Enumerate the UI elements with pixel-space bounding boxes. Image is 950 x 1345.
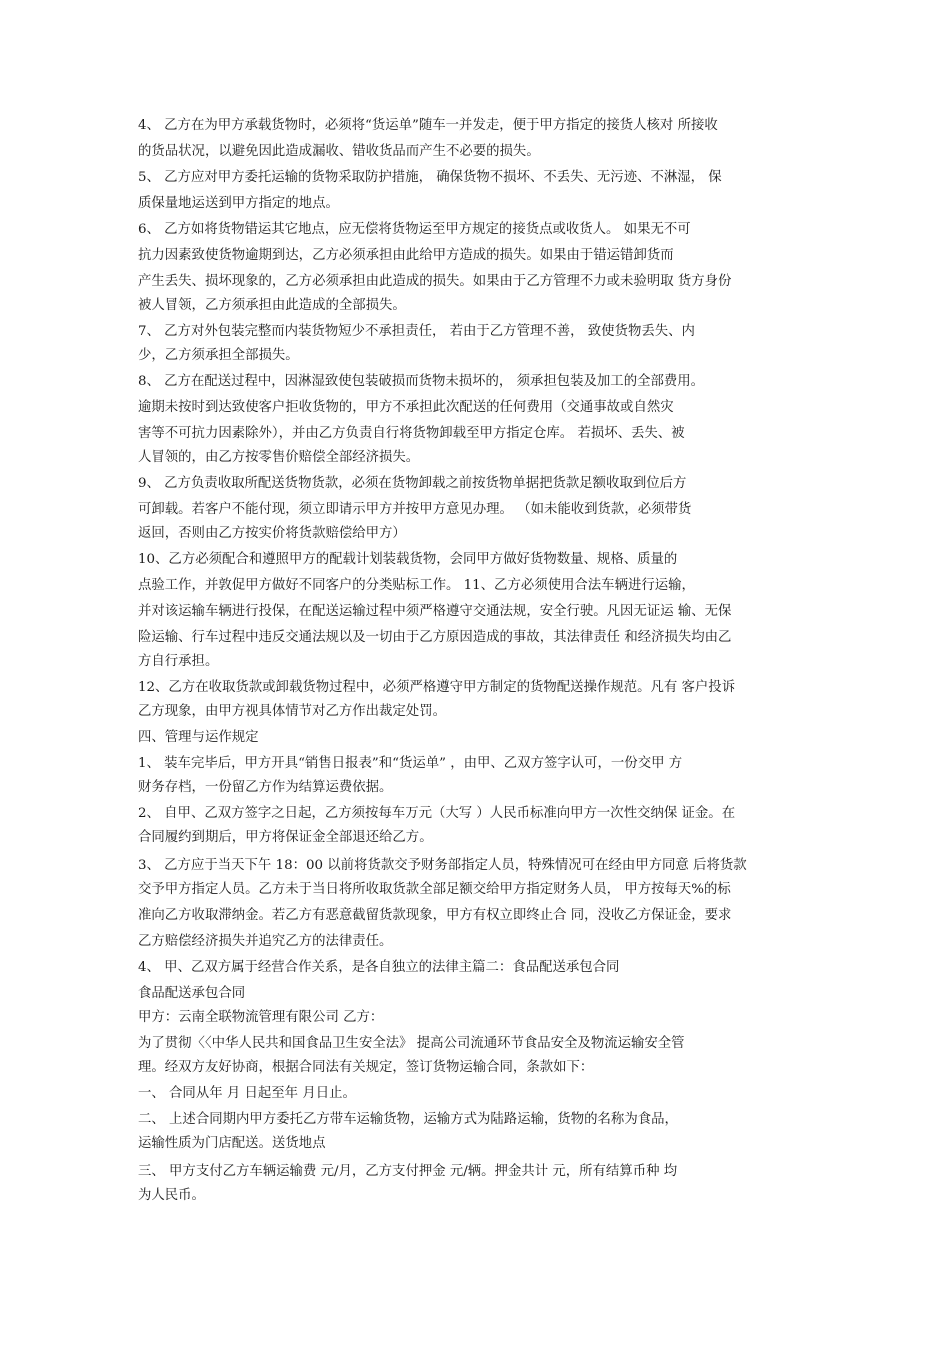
text-line: 7、 乙方对外包装完整而内装货物短少不承担责任， 若由于乙方管理不善， 致使货物丢失、内	[138, 324, 695, 339]
text-line: 一、 合同从年 月 日起至年 月日止。	[138, 1086, 356, 1101]
text-line: 运输性质为门店配送。送货地点	[138, 1136, 326, 1151]
text-line: 6、 乙方如将货物错运其它地点，应无偿将货物运至甲方规定的接货点或收货人。 如果无不可	[138, 222, 691, 237]
text-line: 理。经双方友好协商，根据合同法有关规定，签订货物运输合同，条款如下：	[138, 1060, 594, 1075]
section-heading: 四、管理与运作规定	[138, 730, 259, 745]
text-line: 3、 乙方应于当天下午 18：00 以前将货款交予财务部指定人员，特殊情况可在经由甲方同意 后将货款	[138, 858, 747, 873]
text-line: 4、 乙方在为甲方承载货物时，必须将“货运单”随车一并发走，便于甲方指定的接货人核对 所接收	[138, 118, 718, 133]
text-line: 乙方赔偿经济损失并追究乙方的法律责任。	[138, 934, 393, 949]
text-line: 2、 自甲、乙双方签字之日起，乙方须按每车万元（大写 ）人民币标准向甲方一次性交纳保 证金。在	[138, 806, 736, 821]
text-line: 12、乙方在收取货款或卸载货物过程中，必须严格遵守甲方制定的货物配送操作规范。凡有 客户投诉	[138, 680, 736, 695]
text-line: 的货品状况，以避免因此造成漏收、错收货品而产生不必要的损失。	[138, 144, 540, 159]
document-title: 食品配送承包合同	[138, 986, 246, 1001]
text-line: 返回，否则由乙方按实价将货款赔偿给甲方）	[138, 526, 406, 541]
text-line: 10、乙方必须配合和遵照甲方的配载计划装载货物，会同甲方做好货物数量、规格、质量的	[138, 552, 678, 567]
text-line: 害等不可抗力因素除外），并由乙方负责自行将货物卸载至甲方指定仓库。 若损坏、丢失、被	[138, 426, 685, 441]
text-line: 为人民币。	[138, 1188, 205, 1203]
text-line: 8、 乙方在配送过程中，因淋湿致使包装破损而货物未损坏的， 须承担包装及加工的全部费用。	[138, 374, 705, 389]
text-line: 为了贯彻〈〈中华人民共和国食品卫生安全法》 提高公司流通环节食品安全及物流运输安全管	[138, 1036, 685, 1051]
text-line: 方自行承担。	[138, 654, 219, 669]
text-line: 点验工作，并敦促甲方做好不同客户的分类贴标工作。 11、乙方必须使用合法车辆进行运输，	[138, 578, 695, 593]
text-line: 人冒领的，由乙方按零售价赔偿全部经济损失。	[138, 450, 420, 465]
text-line: 5、 乙方应对甲方委托运输的货物采取防护措施， 确保货物不损坏、不丢失、无污迹、不淋湿， 保	[138, 170, 722, 185]
text-line: 逾期未按时到达致使客户拒收货物的，甲方不承担此次配送的任何费用（交通事故或自然灾	[138, 400, 674, 415]
text-line: 被人冒领，乙方须承担由此造成的全部损失。	[138, 298, 406, 313]
text-line: 财务存档，一份留乙方作为结算运费依据。	[138, 780, 393, 795]
text-line: 9、 乙方负责收取所配送货物货款，必须在货物卸载之前按货物单据把货款足额收取到位后方	[138, 476, 687, 491]
text-line: 准向乙方收取滞纳金。若乙方有恶意截留货款现象，甲方有权立即终止合 同，没收乙方保证金，要求	[138, 908, 732, 923]
text-line: 险运输、行车过程中违反交通法规以及一切由于乙方原因造成的事故，其法律责任 和经济损失均由乙	[138, 630, 732, 645]
text-line: 4、 甲、乙双方属于经营合作关系，是各自独立的法律主篇二：食品配送承包合同	[138, 960, 620, 975]
text-line: 1、 装车完毕后，甲方开具“销售日报表”和“货运单” ，由甲、乙双方签字认可，一份交甲 方	[138, 756, 683, 771]
text-line: 并对该运输车辆进行投保，在配送运输过程中须严格遵守交通法规，安全行驶。凡因无证运 输、无保	[138, 604, 732, 619]
text-line: 乙方现象，由甲方视具体情节对乙方作出裁定处罚。	[138, 704, 446, 719]
text-line: 少，乙方须承担全部损失。	[138, 348, 299, 363]
text-line: 质保量地运送到甲方指定的地点。	[138, 196, 339, 211]
text-line: 三、 甲方支付乙方车辆运输费 元/月，乙方支付押金 元/辆。押金共计 元，所有结算币种 均	[138, 1164, 678, 1179]
party-line: 甲方：云南全联物流管理有限公司 乙方：	[138, 1010, 384, 1025]
text-line: 合同履约到期后，甲方将保证金全部退还给乙方。	[138, 830, 433, 845]
text-line: 二、 上述合同期内甲方委托乙方带车运输货物，运输方式为陆路运输，货物的名称为食品，	[138, 1112, 678, 1127]
text-line: 产生丢失、损坏现象的，乙方必须承担由此造成的损失。如果由于乙方管理不力或未验明取 货方身份	[138, 274, 732, 289]
text-line: 可卸载。若客户不能付现，须立即请示甲方并按甲方意见办理。 （如未能收到货款，必须带货	[138, 502, 692, 517]
text-line: 抗力因素致使货物逾期到达，乙方必须承担由此给甲方造成的损失。如果由于错运错卸货而	[138, 248, 674, 263]
text-line: 交予甲方指定人员。乙方未于当日将所收取货款全部足额交给甲方指定财务人员， 甲方按每天%的标	[138, 882, 731, 897]
